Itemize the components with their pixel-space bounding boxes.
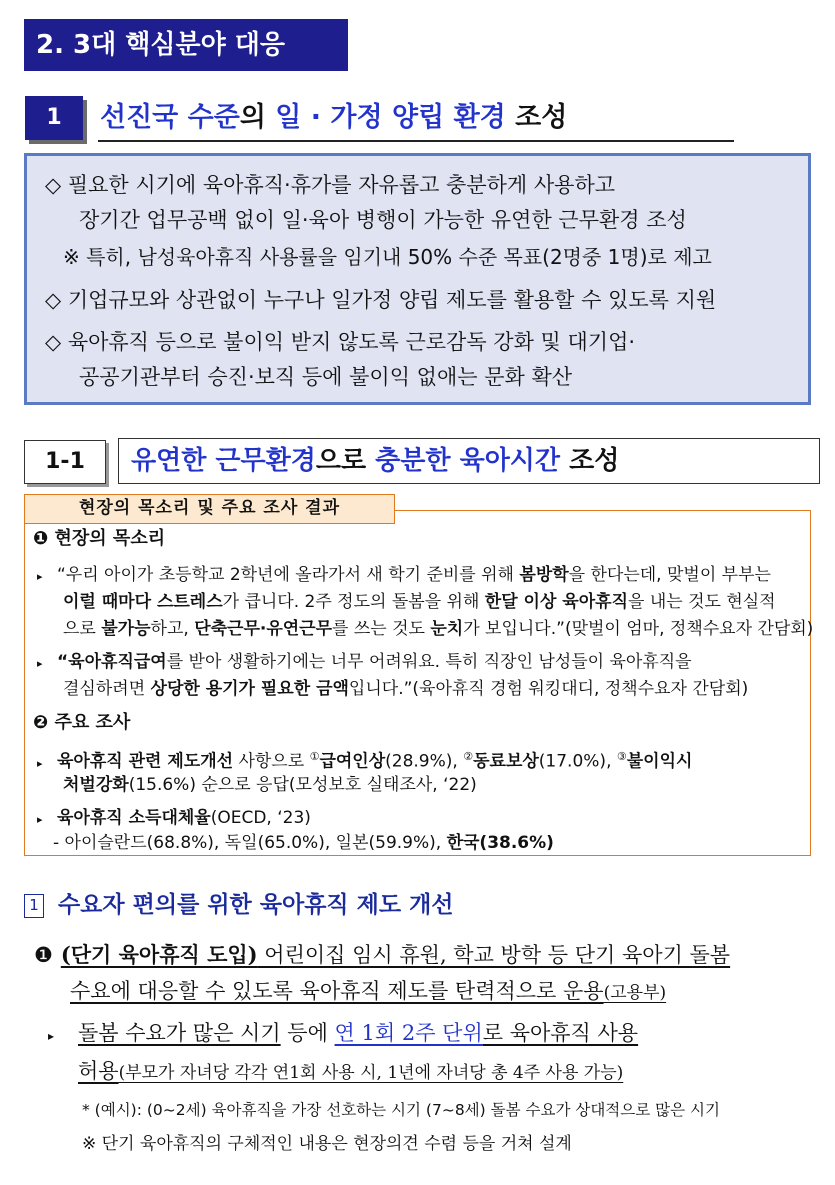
summary-line-1: ◇ 필요한 시기에 육아휴직·휴가를 자유롭고 충분하게 사용하고 — [45, 173, 616, 197]
quote1-line-3: 으로 불가능하고, 단축근무·유연근무를 쓰는 것도 눈치가 보입니다.”(맞벌이 엄마, 정책수요자 간담회) — [63, 619, 814, 639]
summary-box — [24, 153, 811, 405]
title-highlight-1: 선진국 수준 — [100, 102, 240, 133]
summary-line-2: 장기간 업무공백 없이 일·육아 병행이 가능한 유연한 근무환경 조성 — [79, 208, 687, 232]
note-example: * (예시): (0~2세) 육아휴직을 가장 선호하는 시기 (7~8세) 돌봄 수요가 상대적으로 많은 시기 — [82, 1101, 720, 1119]
summary-line-5: ◇ 육아휴직 등으로 불이익 받지 않도록 근로감독 강화 및 대기업· — [45, 330, 636, 354]
subitem-number-badge: 1-1 — [24, 440, 106, 484]
subtitle-highlight-1: 유연한 근무환경 — [131, 446, 316, 476]
section1-heading — [24, 886, 454, 919]
bullet1-line-2: 수요에 대응할 수 있도록 육아휴직 제도를 탄력적으로 운용(고용부) — [70, 979, 667, 1003]
subtitle-text-1: 으로 — [315, 446, 376, 476]
survey3-line: - 아이슬란드(68.8%), 독일(65.0%), 일본(59.9%), 한국(38.6%) — [53, 833, 554, 853]
title-underline — [98, 140, 734, 142]
survey1-line-1: ▸ 육아휴직 관련 제도개선 사항으로 ①급여인상(28.9%), ②동료보상(17.0%), ③불이익시 — [37, 745, 692, 776]
quote1-line-2: 이럴 때마다 스트레스가 큽니다. 2주 정도의 돌봄을 위해 한달 이상 육아휴직을 내는 것도 현실적 — [63, 592, 776, 612]
triangle-bullet-icon: ▸ — [37, 813, 43, 826]
survey1-line-2: 처벌강화(15.6%) 순으로 응답(모성보호 실태조사, ‘22) — [63, 775, 477, 795]
bullet1-mark: ❶ — [34, 943, 53, 967]
item-title — [100, 98, 567, 138]
title-highlight-2: 일 · 가정 양립 환경 — [275, 102, 506, 133]
subbullet-line-1: ▸ 돌봄 수요가 많은 시기 등에 연 1회 2주 단위로 육아휴직 사용 — [48, 1018, 638, 1051]
quote1-line-1: ▸ “우리 아이가 초등학교 2학년에 올라가서 새 학기 준비를 위해 봄방학을 한다는데, 맞벌이 부부는 — [37, 563, 771, 589]
subitem-title — [118, 438, 820, 484]
survey2-line: ▸ 육아휴직 소득대체율(OECD, ‘23) — [37, 806, 311, 832]
section1-number-box: 1 — [24, 894, 44, 918]
voice-heading-1: ❶ 현장의 목소리 — [33, 528, 166, 549]
title-text-2: 조성 — [505, 102, 568, 133]
triangle-bullet-icon: ▸ — [37, 657, 43, 670]
voice-heading-2: ❷ 주요 조사 — [33, 712, 131, 733]
bullet1-line-1: ❶ (단기 육아휴직 도입) 어린이집 임시 휴원, 학교 방학 등 단기 육아기 돌봄 — [34, 942, 731, 967]
subbullet-line-2: 허용(부모가 자녀당 각각 연1회 사용 시, 1년에 자녀당 총 4주 사용 가능) — [78, 1059, 624, 1083]
voice-box-tab: 현장의 목소리 및 주요 조사 결과 — [24, 494, 395, 524]
triangle-bullet-icon: ▸ — [37, 756, 43, 770]
section-header: 2. 3대 핵심분야 대응 — [24, 19, 348, 71]
section1-title: 수요자 편의를 위한 육아휴직 제도 개선 — [58, 892, 454, 918]
quote2-line-1: ▸ “육아휴직급여를 받아 생활하기에는 너무 어려워요. 특히 직장인 남성들이 육아휴직을 — [37, 650, 692, 676]
item-number-badge: 1 — [25, 96, 83, 140]
triangle-bullet-icon: ▸ — [48, 1029, 55, 1043]
quote2-line-2: 결심하려면 상당한 용기가 필요한 금액입니다.”(육아휴직 경험 워킹대디, 정책수요자 간담회) — [63, 679, 749, 699]
summary-line-6: 공공기관부터 승진·보직 등에 불이익 없애는 문화 확산 — [79, 365, 573, 389]
title-text-1: 의 — [239, 102, 276, 133]
subtitle-highlight-2: 충분한 육아시간 — [375, 446, 561, 476]
triangle-bullet-icon: ▸ — [37, 570, 43, 583]
subtitle-text-2: 조성 — [560, 446, 620, 476]
note-remark: ※ 단기 육아휴직의 구체적인 내용은 현장의견 수렴 등을 거쳐 설계 — [82, 1134, 572, 1154]
summary-line-3: ※ 특히, 남성육아휴직 사용률을 임기내 50% 수준 목표(2명중 1명)로 제고 — [63, 245, 712, 269]
field-voice-box — [24, 510, 814, 856]
summary-line-4: ◇ 기업규모와 상관없이 누구나 일가정 양립 제도를 활용할 수 있도록 지원 — [45, 288, 717, 312]
